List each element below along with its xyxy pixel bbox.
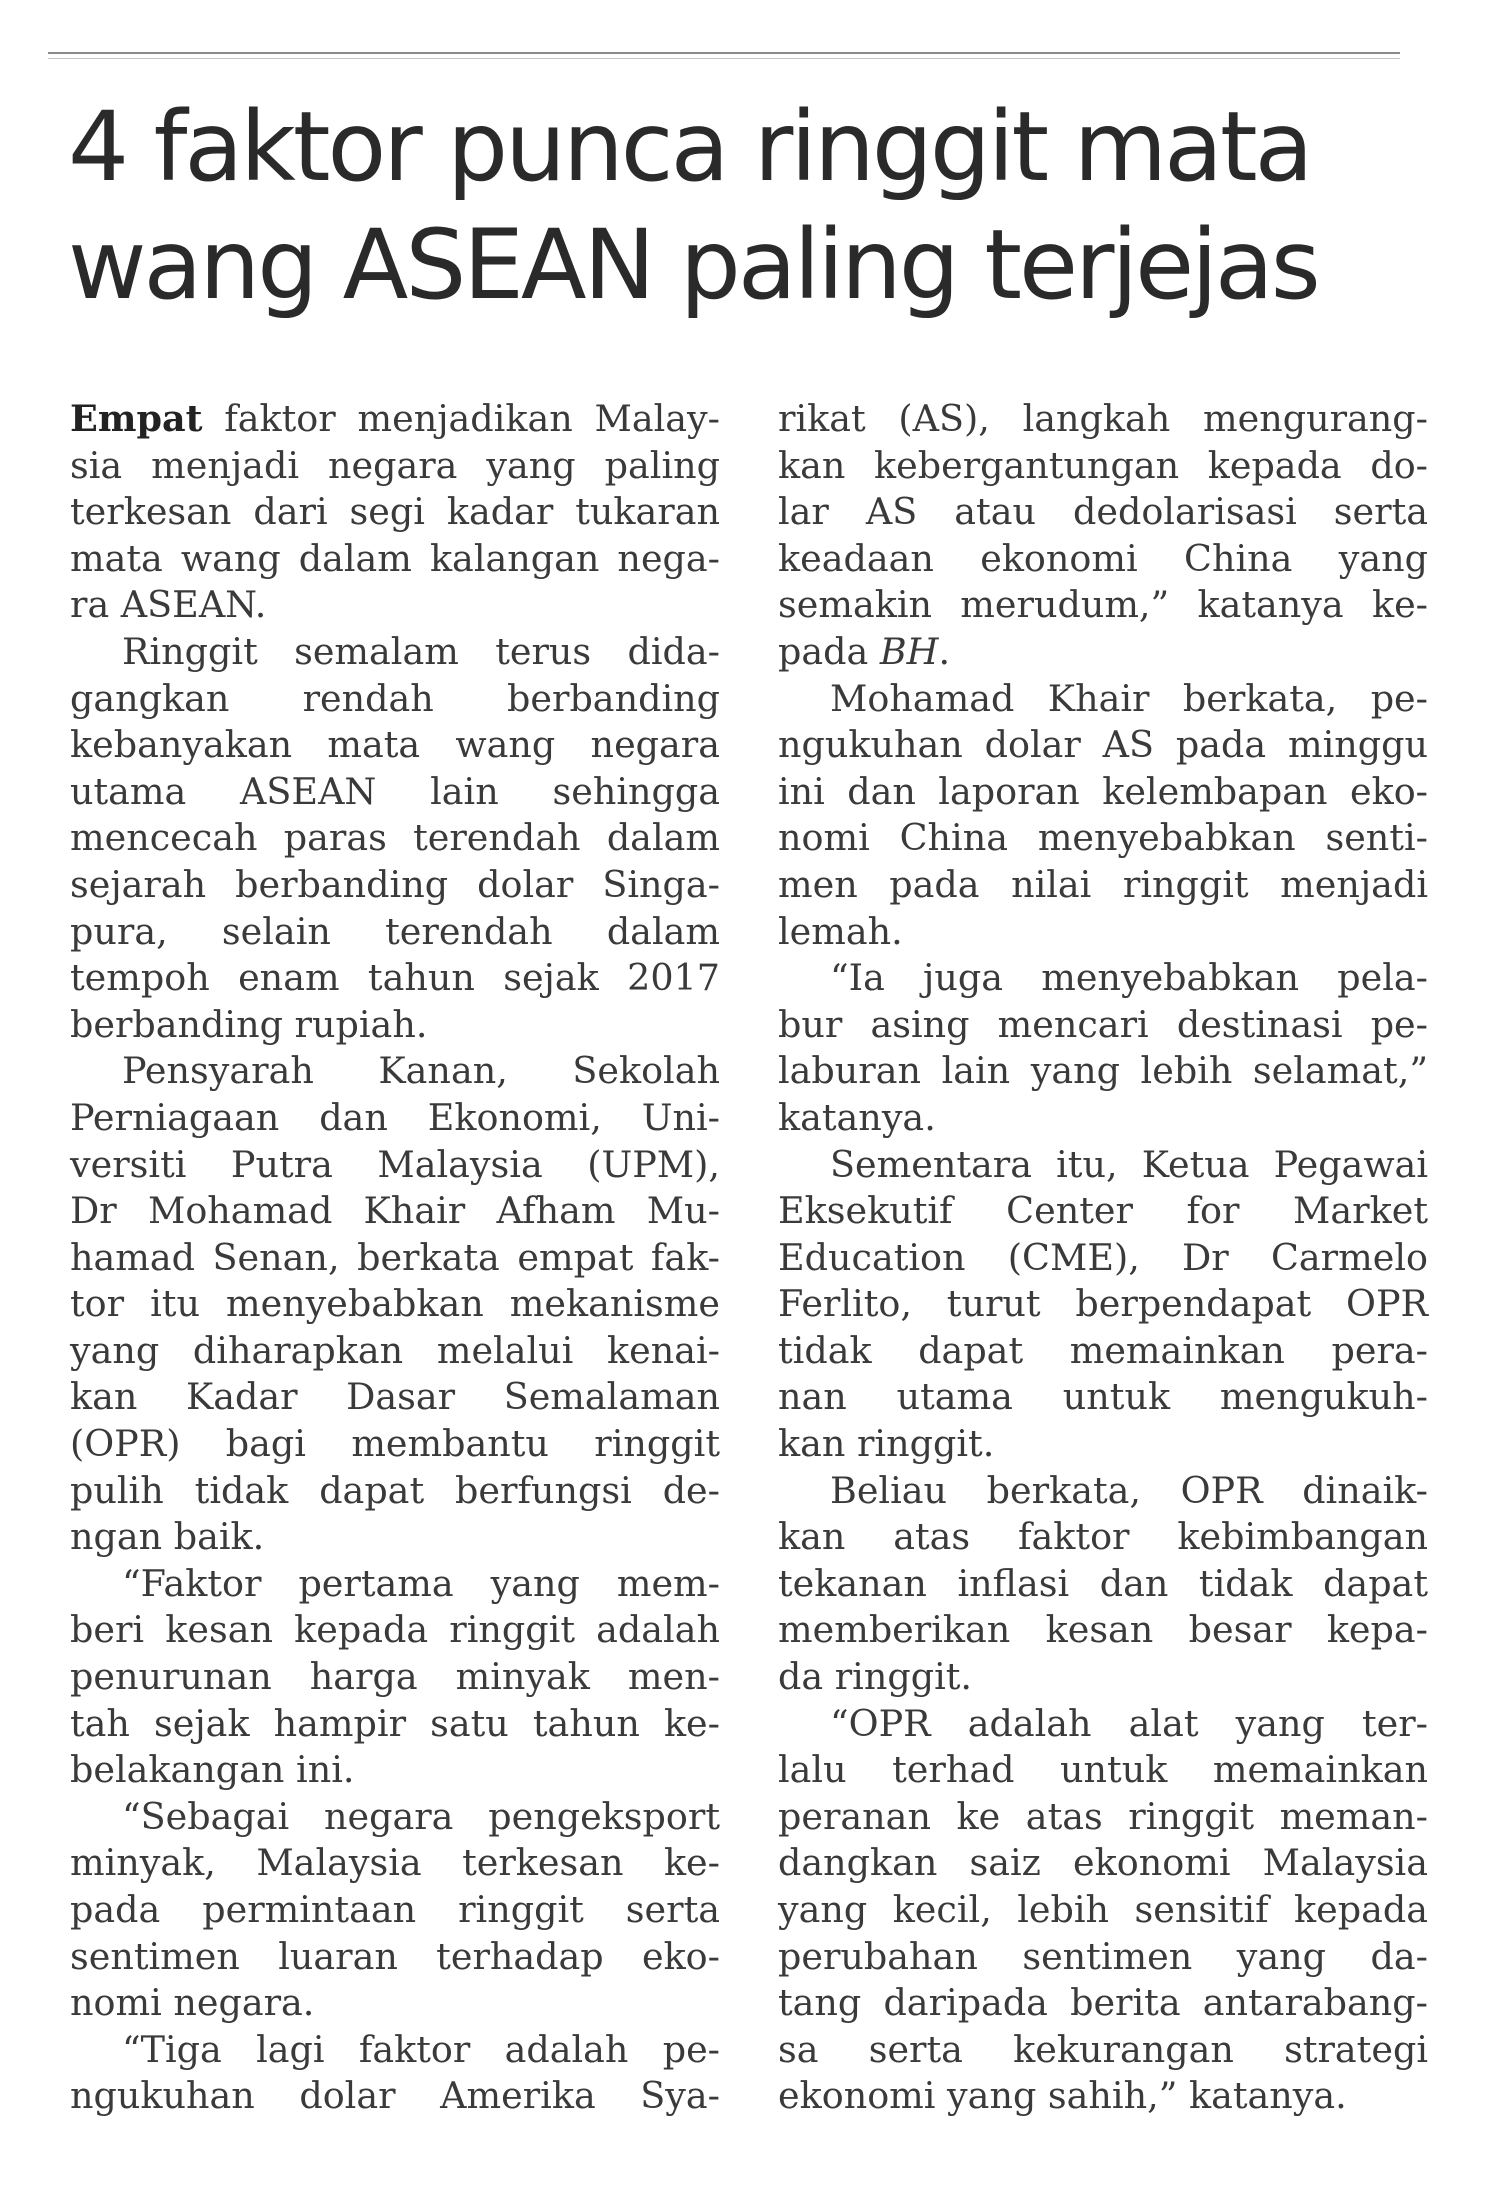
article-line [70, 443, 720, 490]
article-line-text: mata wang dalam kalangan nega- [70, 536, 720, 580]
article-line [70, 489, 720, 536]
headline-line-2: wang ASEAN paling terjejas [68, 209, 1318, 321]
top-rule [48, 52, 1400, 54]
article-line-text: Beliau berkata, OPR dinaik- [830, 1468, 1428, 1512]
article-line [70, 1281, 720, 1328]
article-line-text: “Faktor pertama yang mem- [122, 1561, 720, 1605]
article-line [778, 1095, 1428, 1142]
article-line [70, 1002, 720, 1049]
article-line [778, 676, 1428, 723]
article-line-text: peranan ke atas ringgit meman- [778, 1794, 1428, 1838]
article-line [70, 2073, 720, 2120]
article-line [778, 1514, 1428, 1561]
article-line [778, 1328, 1428, 1375]
article-line [778, 1794, 1428, 1841]
article-line-text: perubahan sentimen yang da- [778, 1934, 1428, 1978]
article-line [70, 1235, 720, 1282]
article-line [778, 2073, 1428, 2120]
article-line-text: ekonomi yang sahih,” katanya. [778, 2074, 1347, 2118]
article-line [70, 769, 720, 816]
top-rule-secondary [48, 58, 1400, 59]
article-line [778, 1747, 1428, 1794]
article-line [778, 1421, 1428, 1468]
article-line [778, 2027, 1428, 2074]
article-line [778, 536, 1428, 583]
article-line [778, 582, 1428, 629]
article-line-text: tidak dapat memainkan pera- [778, 1328, 1428, 1372]
article-line [70, 1980, 720, 2027]
article-line [70, 1934, 720, 1981]
lead-word: Empat [70, 397, 203, 440]
article-line-text: Perniagaan dan Ekonomi, Uni- [70, 1095, 720, 1139]
article-line-text: “OPR adalah alat yang ter- [830, 1701, 1428, 1745]
article-line [778, 489, 1428, 536]
article-line [778, 1980, 1428, 2027]
article-line-text: memberikan kesan besar kepa- [778, 1608, 1428, 1652]
article-line-text: sia menjadi negara yang paling [70, 443, 720, 487]
article-line [70, 629, 720, 676]
article-line-text: lalu terhad untuk memainkan [778, 1748, 1428, 1792]
article-line-text: kebanyakan mata wang negara [70, 723, 720, 767]
article-line-text: pada [778, 629, 880, 673]
article-line-text: semakin merudum,” katanya ke- [778, 583, 1428, 627]
article-line-text: lar AS atau dedolarisasi serta [778, 490, 1428, 534]
article-line [70, 582, 720, 629]
article-line [70, 1048, 720, 1095]
article-line [70, 1887, 720, 1934]
article-line [778, 1468, 1428, 1515]
article-line [70, 676, 720, 723]
article-line-text: dangkan saiz ekonomi Malaysia [778, 1841, 1428, 1885]
article-line-text: sentimen luaran terhadap eko- [70, 1934, 720, 1978]
article-line [70, 2027, 720, 2074]
article-column-right [778, 396, 1428, 2120]
article-line-text: Eksekutif Center for Market [778, 1189, 1428, 1233]
article-line-text: Pensyarah Kanan, Sekolah [122, 1049, 720, 1093]
article-column-left [70, 396, 720, 2120]
article-line [70, 1328, 720, 1375]
article-line [70, 1095, 720, 1142]
article-line [778, 955, 1428, 1002]
article-line-text: Sementara itu, Ketua Pegawai [830, 1142, 1428, 1186]
article-line [778, 1701, 1428, 1748]
article-line-text: ngan baik. [70, 1515, 265, 1559]
article-line [70, 1374, 720, 1421]
article-line-text: berbanding rupiah. [70, 1002, 428, 1046]
article-line [778, 1934, 1428, 1981]
article-line-text: faktor menjadikan Malay- [224, 397, 720, 440]
article-line-text: ngukuhan dolar Amerika Sya- [70, 2074, 720, 2118]
article-line [778, 1840, 1428, 1887]
article-line-text: yang diharapkan melalui kenai- [70, 1328, 720, 1372]
article-line-text: tor itu menyebabkan mekanisme [70, 1282, 720, 1326]
article-line [778, 1002, 1428, 1049]
article-line-text: Ferlito, turut berpendapat OPR [778, 1282, 1428, 1326]
article-line [778, 862, 1428, 909]
article-line [70, 1654, 720, 1701]
article-line-text: bur asing mencari destinasi pe- [778, 1002, 1428, 1046]
article-line [778, 1654, 1428, 1701]
article-line-text: pada permintaan ringgit serta [70, 1888, 720, 1931]
headline [68, 88, 1398, 324]
publication-name: BH [879, 629, 939, 673]
article-line-text: penurunan harga minyak men- [70, 1655, 720, 1699]
article-line [70, 1514, 720, 1561]
article-line [778, 443, 1428, 490]
article-line-text: terkesan dari segi kadar tukaran [70, 490, 720, 534]
article-line [70, 955, 720, 1002]
article-line-text: “Ia juga menyebabkan pela- [830, 956, 1428, 1000]
article-line-text: ini dan laporan kelembapan eko- [778, 769, 1428, 813]
article-line-text: nomi negara. [70, 1981, 315, 2025]
article-line [778, 629, 1428, 676]
article-line [70, 1701, 720, 1748]
article-line-text: (OPR) bagi membantu ringgit [70, 1422, 720, 1466]
article-line-text: nan utama untuk mengukuh- [778, 1375, 1428, 1419]
article-line-text: kan Kadar Dasar Semalaman [70, 1375, 720, 1419]
article-line [778, 1048, 1428, 1095]
article-line-text: tah sejak hampir satu tahun ke- [70, 1701, 720, 1745]
article-line [70, 1188, 720, 1235]
article-line [70, 1747, 720, 1794]
article-line-text: utama ASEAN lain sehingga [70, 769, 720, 813]
article-line [778, 396, 1428, 443]
article-line-text: belakangan ini. [70, 1748, 355, 1792]
article-line-text: tekanan inflasi dan tidak dapat [778, 1561, 1428, 1605]
article-line-text: pura, selain terendah dalam [70, 909, 720, 953]
article-line-text: versiti Putra Malaysia (UPM), [70, 1142, 720, 1186]
article-line-text: Education (CME), Dr Carmelo [778, 1235, 1428, 1279]
article-line [778, 909, 1428, 956]
article-line-text: kan kebergantungan kepada do- [778, 443, 1428, 487]
article-line-text: katanya. [778, 1095, 936, 1139]
article-line-text: beri kesan kepada ringgit adalah [70, 1608, 720, 1652]
article-line-text: Ringgit semalam terus dida- [122, 629, 720, 673]
article-line-text: kan atas faktor kebimbangan [778, 1515, 1428, 1559]
article-line-text: Dr Mohamad Khair Afham Mu- [70, 1189, 720, 1233]
article-line-text: tang daripada berita antarabang- [778, 1981, 1428, 2025]
article-line-text: rikat (AS), langkah mengurang- [778, 397, 1428, 440]
article-line-text: mencecah paras terendah dalam [70, 816, 720, 860]
article-line-text: sa serta kekurangan strategi [778, 2027, 1428, 2071]
article-line-text: laburan lain yang lebih selamat,” [778, 1049, 1428, 1093]
article-line [70, 722, 720, 769]
article-line [70, 536, 720, 583]
article-line [778, 1235, 1428, 1282]
article-line [778, 1281, 1428, 1328]
article-line [70, 862, 720, 909]
article-line-text: men pada nilai ringgit menjadi [778, 862, 1428, 906]
article-line-text: minyak, Malaysia terkesan ke- [70, 1841, 720, 1885]
article-line-text: Mohamad Khair berkata, pe- [830, 676, 1428, 720]
article-line [70, 1421, 720, 1468]
article-line-text: nomi China menyebabkan senti- [778, 816, 1428, 860]
article-line [778, 815, 1428, 862]
article-line [70, 909, 720, 956]
article-line-text: kan ringgit. [778, 1422, 995, 1466]
article-line [70, 1607, 720, 1654]
article-line-text: gangkan rendah berbanding [70, 676, 720, 720]
article-line-text: da ringgit. [778, 1655, 973, 1699]
headline-line-1: 4 faktor punca ringgit mata [68, 91, 1311, 203]
article-line [70, 815, 720, 862]
article-line-text: yang kecil, lebih sensitif kepada [778, 1888, 1428, 1931]
article-line-text: lemah. [778, 909, 903, 953]
article-line [70, 1142, 720, 1189]
article-line-text: sejarah berbanding dolar Singa- [70, 862, 720, 906]
article-line [778, 1188, 1428, 1235]
article-line [70, 1468, 720, 1515]
article-line-text: pulih tidak dapat berfungsi de- [70, 1468, 720, 1512]
article-line-text: ngukuhan dolar AS pada minggu [778, 723, 1428, 767]
article-line-text: hamad Senan, berkata empat fak- [70, 1235, 720, 1279]
article-line [778, 1142, 1428, 1189]
article-line [778, 1374, 1428, 1421]
article-line-text: ra ASEAN. [70, 583, 267, 627]
article-line [70, 396, 720, 443]
article-line-text: keadaan ekonomi China yang [778, 536, 1428, 580]
article-line [70, 1794, 720, 1841]
article-line [778, 722, 1428, 769]
article-line-text: “Tiga lagi faktor adalah pe- [122, 2027, 720, 2071]
article-line-text: tempoh enam tahun sejak 2017 [70, 956, 720, 1000]
article-line-text: “Sebagai negara pengeksport [122, 1794, 720, 1838]
article-line [778, 1607, 1428, 1654]
article-line [778, 1561, 1428, 1608]
article-line [778, 1887, 1428, 1934]
article-line [778, 769, 1428, 816]
article-line [70, 1840, 720, 1887]
line-end-punctuation: . [938, 629, 951, 673]
article-line [70, 1561, 720, 1608]
